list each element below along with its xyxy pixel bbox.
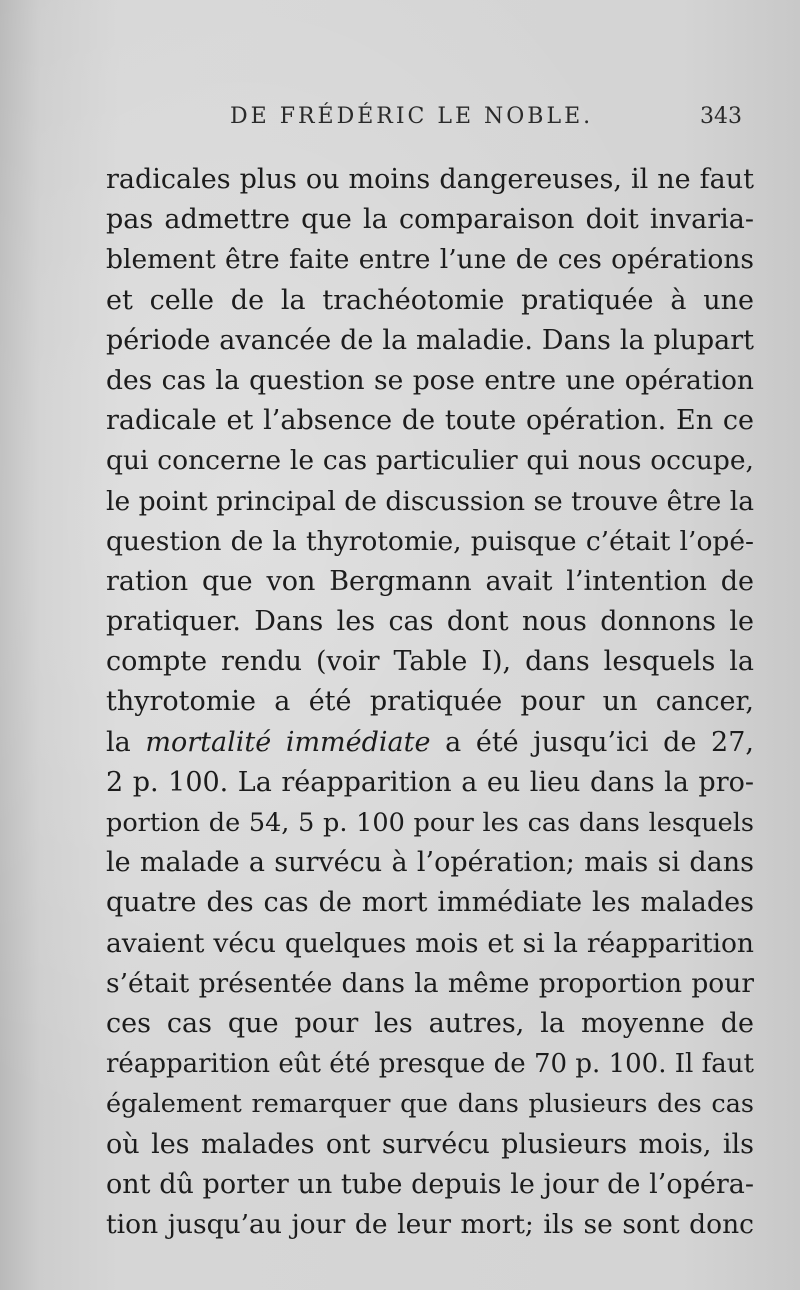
text-line: pas admettre que la comparaison doit invaria-: [106, 204, 754, 236]
text-line: le malade a survécu à l’opération; mais si dans: [106, 847, 754, 879]
text-line: s’était présentée dans la même proportion pour: [106, 967, 754, 999]
text-line: quatre des cas de mort immédiate les malades: [106, 887, 754, 919]
text-line: où les malades ont survécu plusieurs mois, ils: [106, 1128, 754, 1160]
text-line: ration que von Bergmann avait l’intention de: [106, 565, 754, 597]
page-number: 343: [700, 104, 742, 129]
italic-phrase: mortalité immédiate: [145, 726, 431, 758]
text-line: le point principal de discussion se trouve être la: [106, 485, 754, 517]
text-line: ont dû porter un tube depuis le jour de l’opéra-: [106, 1168, 754, 1200]
text-line: ces cas que pour les autres, la moyenne de: [106, 1007, 754, 1039]
text-line: question de la thyrotomie, puisque c’était l’opé-: [106, 525, 754, 557]
text-line: 2 p. 100. La réapparition a eu lieu dans la pro-: [106, 766, 754, 798]
body-text: [106, 160, 754, 1245]
text-line: portion de 54, 5 p. 100 pour les cas dans lesquels: [106, 808, 754, 838]
text-line: radicales plus ou moins dangereuses, il ne faut: [106, 164, 754, 195]
text-line-with-italic: [106, 723, 754, 763]
text-line: compte rendu (voir Table I), dans lesquels la: [106, 646, 754, 678]
running-head: DE FRÉDÉRIC LE NOBLE.: [230, 104, 594, 129]
text-line: pratiquer. Dans les cas dont nous donnons le: [106, 606, 754, 638]
text-line: des cas la question se pose entre une opération: [106, 364, 754, 396]
text-segment: la: [106, 726, 146, 758]
text-line: réapparition eût été presque de 70 p. 100. Il faut: [106, 1049, 754, 1080]
text-line: avaient vécu quelques mois et si la réapparition: [106, 927, 754, 959]
text-line: thyrotomie a été pratiquée pour un cancer,: [106, 686, 754, 718]
text-line: qui concerne le cas particulier qui nous occupe,: [106, 445, 754, 477]
text-line: blement être faite entre l’une de ces opérations: [106, 244, 754, 276]
text-line: radicale et l’absence de toute opération. En ce: [106, 405, 754, 437]
text-line: période avancée de la maladie. Dans la plupart: [106, 324, 754, 356]
text-segment: a été jusqu’ici de 27,: [430, 726, 754, 758]
text-line: et celle de la trachéotomie pratiquée à une: [106, 284, 754, 316]
text-line: également remarquer que dans plusieurs des cas: [106, 1089, 754, 1120]
text-line: tion jusqu’au jour de leur mort; ils se sont donc: [106, 1208, 754, 1240]
